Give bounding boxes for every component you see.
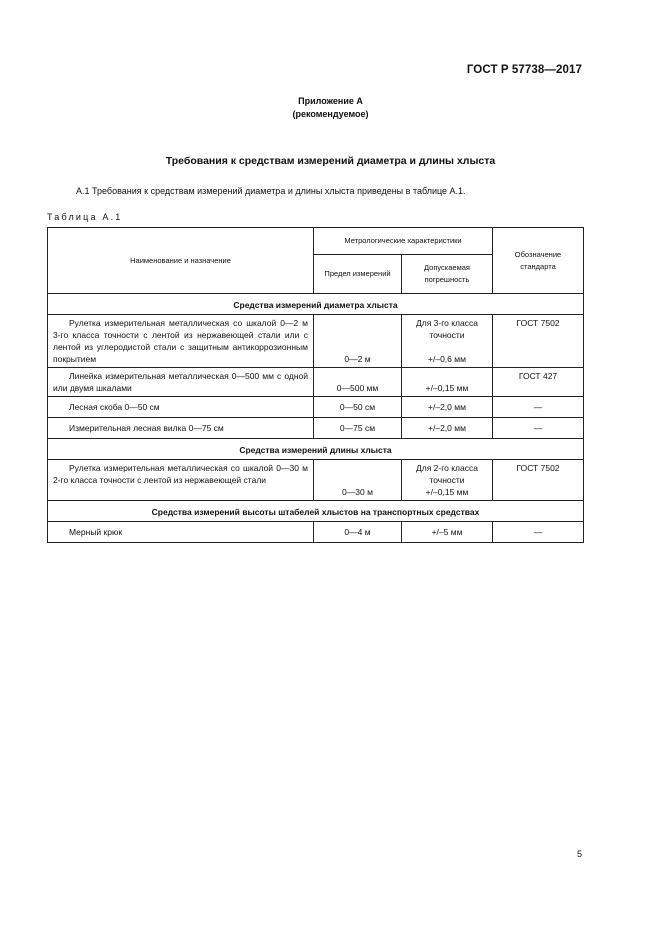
section-heading-diameter: Средства измерений диаметра хлыста [48, 294, 584, 315]
section-heading-stack-height: Средства измерений высоты штабелей хлыстов на транспортных средствах [48, 501, 584, 522]
cell-standard: — [493, 418, 584, 439]
header-standard: Обозначение стандарта [493, 228, 584, 294]
cell-standard: ГОСТ 7502 [493, 315, 584, 368]
cell-name: Рулетка измерительная металлическая со шкалой 0—2 м 3-го класса точности с лентой из нержавеющей стали или с лентой из углеродистой стали с защитным антикоррозионным покрытием [48, 315, 314, 368]
table-row [48, 397, 584, 418]
cell-error-line: точности [429, 475, 465, 485]
page-number: 5 [576, 849, 582, 859]
header-error: Допускаемая погрешность [402, 255, 493, 294]
cell-error-line: +/–0,15 мм [425, 487, 469, 497]
cell-name: Мерный крюк [48, 522, 314, 543]
appendix-title: Приложение А [298, 96, 363, 106]
cell-error: +/–2,0 мм [402, 397, 493, 418]
cell-range: 0—30 м [314, 460, 402, 501]
cell-error-line: Для 2-го класса [416, 463, 478, 473]
appendix-subtitle: (рекомендуемое) [292, 109, 369, 119]
header-range: Предел измерений [314, 255, 402, 294]
cell-range: 0—4 м [314, 522, 402, 543]
table-row [48, 368, 584, 397]
cell-range: 0—2 м [314, 315, 402, 368]
table-row [48, 460, 584, 501]
cell-name: Измерительная лесная вилка 0—75 см [48, 418, 314, 439]
cell-error [402, 315, 493, 368]
cell-range: 0—50 см [314, 397, 402, 418]
cell-range: 0—500 мм [314, 368, 402, 397]
cell-error: +/–2,0 мм [402, 418, 493, 439]
cell-name: Линейка измерительная металлическая 0—500 мм с одной или двумя шкалами [48, 368, 314, 397]
cell-name: Лесная скоба 0—50 см [48, 397, 314, 418]
header-name: Наименование и назначение [48, 228, 314, 294]
cell-standard: ГОСТ 7502 [493, 460, 584, 501]
intro-paragraph: А.1 Требования к средствам измерений диаметра и длины хлыста приведены в таблице А.1. [76, 186, 466, 196]
table-row [48, 418, 584, 439]
document-code: ГОСТ Р 57738—2017 [466, 64, 582, 76]
cell-error-line: Для 3-го класса [416, 318, 478, 328]
cell-standard: — [493, 397, 584, 418]
cell-error: +/–0,15 мм [402, 368, 493, 397]
cell-error-line: +/–0,6 мм [428, 354, 466, 364]
cell-name: Рулетка измерительная металлическая со шкалой 0—30 м 2-го класса точности с лентой из нержавеющей стали [48, 460, 314, 501]
cell-error-line: точности [429, 330, 465, 340]
cell-range: 0—75 см [314, 418, 402, 439]
cell-error [402, 460, 493, 501]
table-row [48, 315, 584, 368]
section-title: Требования к средствам измерений диаметра и длины хлыста [165, 155, 496, 167]
header-metrological: Метрологические характеристики [314, 228, 493, 255]
cell-standard: ГОСТ 427 [493, 368, 584, 397]
appendix-heading [0, 95, 661, 121]
table-row [48, 522, 584, 543]
table-caption: Таблица А.1 [47, 212, 123, 222]
requirements-table [47, 227, 584, 543]
cell-standard: — [493, 522, 584, 543]
section-heading-length: Средства измерений длины хлыста [48, 439, 584, 460]
cell-error: +/–5 мм [402, 522, 493, 543]
